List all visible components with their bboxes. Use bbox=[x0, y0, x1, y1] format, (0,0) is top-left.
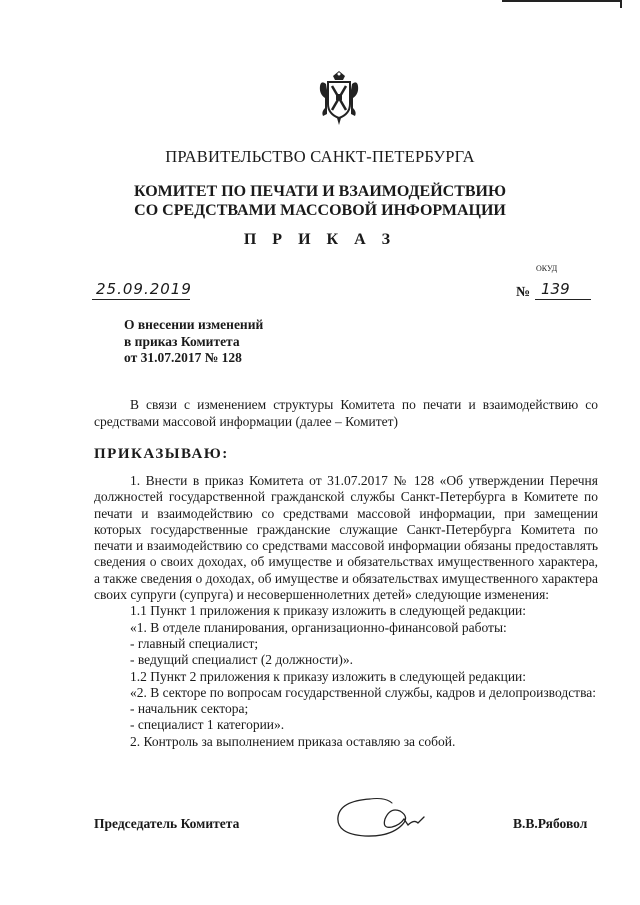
page-edge-line bbox=[502, 0, 622, 2]
subject-line1: О внесении изменений bbox=[124, 317, 264, 332]
subject-line2: в приказ Комитета bbox=[124, 333, 240, 349]
decree-word: ПРИКАЗЫВАЮ: bbox=[94, 446, 229, 462]
committee-title-line1: КОМИТЕТ ПО ПЕЧАТИ И ВЗАИМОДЕЙСТВИЮ bbox=[133, 183, 507, 200]
date-underline bbox=[92, 299, 190, 300]
body-paragraph-6: 1.2 Пункт 2 приложения к приказу изложить в следующей редакции: bbox=[130, 668, 527, 684]
page-edge-tick bbox=[620, 0, 622, 8]
body-paragraph-5: - ведущий специалист (2 должности)». bbox=[130, 652, 353, 668]
order-subject bbox=[124, 317, 263, 367]
committee-title bbox=[0, 182, 640, 220]
body-paragraph-8: - начальник сектора; bbox=[130, 701, 249, 717]
body-paragraph-3: «1. В отделе планирования, организационно-финансовой работы: bbox=[130, 619, 507, 635]
body-paragraph-9: - специалист 1 категории». bbox=[130, 717, 285, 733]
okud-label: ОКУД bbox=[536, 264, 558, 273]
body-paragraph-7: «2. В секторе по вопросам государственной службы, кадров и делопроизводства: bbox=[130, 684, 597, 700]
document-type: П Р И К А З bbox=[243, 231, 397, 248]
preamble-paragraph: В связи с изменением структуры Комитета по печати и взаимодействию со средствами массовой информации (далее – Комитет) bbox=[94, 397, 598, 429]
committee-title-line2: СО СРЕДСТВАМИ МАССОВОЙ ИНФОРМАЦИИ bbox=[134, 202, 506, 219]
handwritten-signature bbox=[330, 789, 430, 844]
body-paragraph-2: 1.1 Пункт 1 приложения к приказу изложить в следующей редакции: bbox=[130, 603, 527, 619]
government-title: ПРАВИТЕЛЬСТВО САНКТ-ПЕТЕРБУРГА bbox=[165, 147, 475, 166]
order-body bbox=[94, 473, 598, 750]
body-paragraph-10: 2. Контроль за выполнением приказа оставляю за собой. bbox=[130, 733, 456, 749]
document-number: 139 bbox=[541, 280, 570, 298]
number-underline bbox=[535, 299, 591, 300]
body-paragraph-4: - главный специалист; bbox=[130, 635, 259, 651]
signatory-title: Председатель Комитета bbox=[94, 816, 240, 831]
body-paragraph-1: 1. Внести в приказ Комитета от 31.07.2017 № 128 «Об утверждении Перечня должностей государственной гражданской службы Санкт-Петербурга в Комитете по печати и взаимодействию со средствами массовой информации, при замещении которых государственные гражданские служащие Санкт-Петербурга Комитета по печати и взаимодействию со средствами массовой информации обязаны предоставлять сведения о своих доходах, об имуществе и обязательствах имущественного характера, а также сведения о доходах, об имуществе и обязательствах имущественного характера своих супруги (супруга) и несовершеннолетних детей» следующие изменения: bbox=[94, 473, 598, 603]
coat-of-arms-icon bbox=[317, 70, 361, 126]
subject-line3: от 31.07.2017 № 128 bbox=[124, 350, 242, 365]
signatory-name: В.В.Рябовол bbox=[513, 816, 588, 831]
number-label: № bbox=[516, 285, 531, 300]
document-date: 25.09.2019 bbox=[96, 280, 192, 298]
